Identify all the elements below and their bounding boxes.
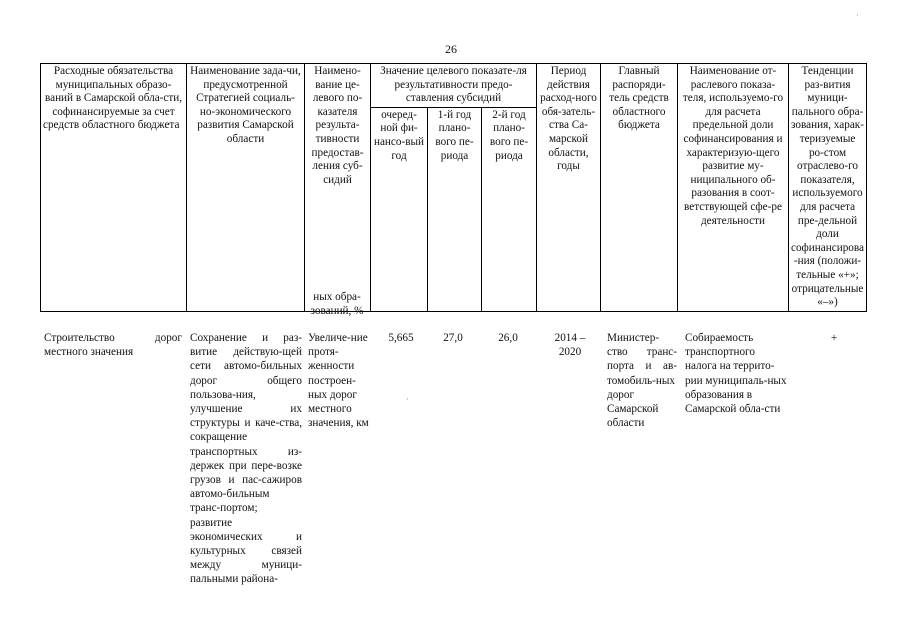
row-administrator: Министер-ство транс-порта и ав-томобиль-ных дорог Самарской области	[607, 332, 677, 430]
row-sector-indicator: Собираемость транспортного налога на террито-рии муниципаль-ных образования в Самарской обла-сти	[685, 332, 787, 416]
header-administrator: Главный распоряди-тель средств областного бюджета	[601, 64, 678, 312]
header-plan-year-2: 2-й год плано-вого пе-риода	[482, 107, 537, 311]
header-target-values: Значение целевого показате-ля результативности предо-ставления субсидий	[371, 64, 537, 108]
row-value-plan-year-1: 27,0	[443, 332, 463, 344]
header-current-year: очеред-ной фи-нансо-вый год	[371, 107, 428, 311]
row-period: 2014 – 2020	[554, 332, 586, 359]
row-indicator: Увеличе-ние протя-женности построен-ных дорог местного значения, км	[308, 332, 369, 430]
row-trend: +	[830, 332, 838, 344]
row-obligation: Строительство дорог местного значения	[44, 332, 182, 359]
row-task: Сохранение и раз-витие действую-щей сети автомо-бильных дорог общего пользова-ния, улучшение их структуры и каче-ства, сокращение транспортных из-держек при пере-возке грузов и пас-сажиров автомо-бильным транс-портом; развитие экономических и культурных связей между муници-пальными района-	[190, 332, 302, 586]
scan-mark: ·	[856, 10, 859, 20]
scan-dot: ·	[406, 394, 409, 404]
row-value-current-year: 5,665	[388, 332, 414, 344]
header-trend: Тенденции раз-вития муници-пального обра-зования, харак-теризуемые ро-стом отраслево-го показателя, используемого для расчета пре-дельной доли софинансирова-ния (положи-тельные «+»; отрицательные «–»)	[789, 64, 867, 312]
header-indicator-continuation: ных обра-зований, %	[310, 291, 364, 317]
header-table	[40, 63, 867, 312]
header-task: Наименование зада-чи, предусмотренной Стратегией социаль-но-экономического развития Самарской области	[187, 64, 305, 312]
header-sector-indicator: Наименование от-раслевого показа-теля, используемо-го для расчета предельной доли софинансирования и характеризую-щего развитие му-ниципального об-разования в соот-ветствующей сфе-ре деятельности	[678, 64, 789, 312]
header-obligations: Расходные обязательства муниципальных образо-ваний в Самарской обла-сти, софинансируемые за счет средств областного бюджета	[41, 64, 187, 312]
header-indicator: Наимено-вание це-левого по-казателя результа-тивности предостав-ления суб-сидий	[305, 64, 371, 312]
header-plan-year-1: 1-й год плано-вого пе-риода	[428, 107, 482, 311]
header-period: Период действия расход-ного обя-затель-ства Са-марской области, годы	[537, 64, 601, 312]
row-value-plan-year-2: 26,0	[498, 332, 518, 344]
page-number: 26	[445, 42, 457, 56]
